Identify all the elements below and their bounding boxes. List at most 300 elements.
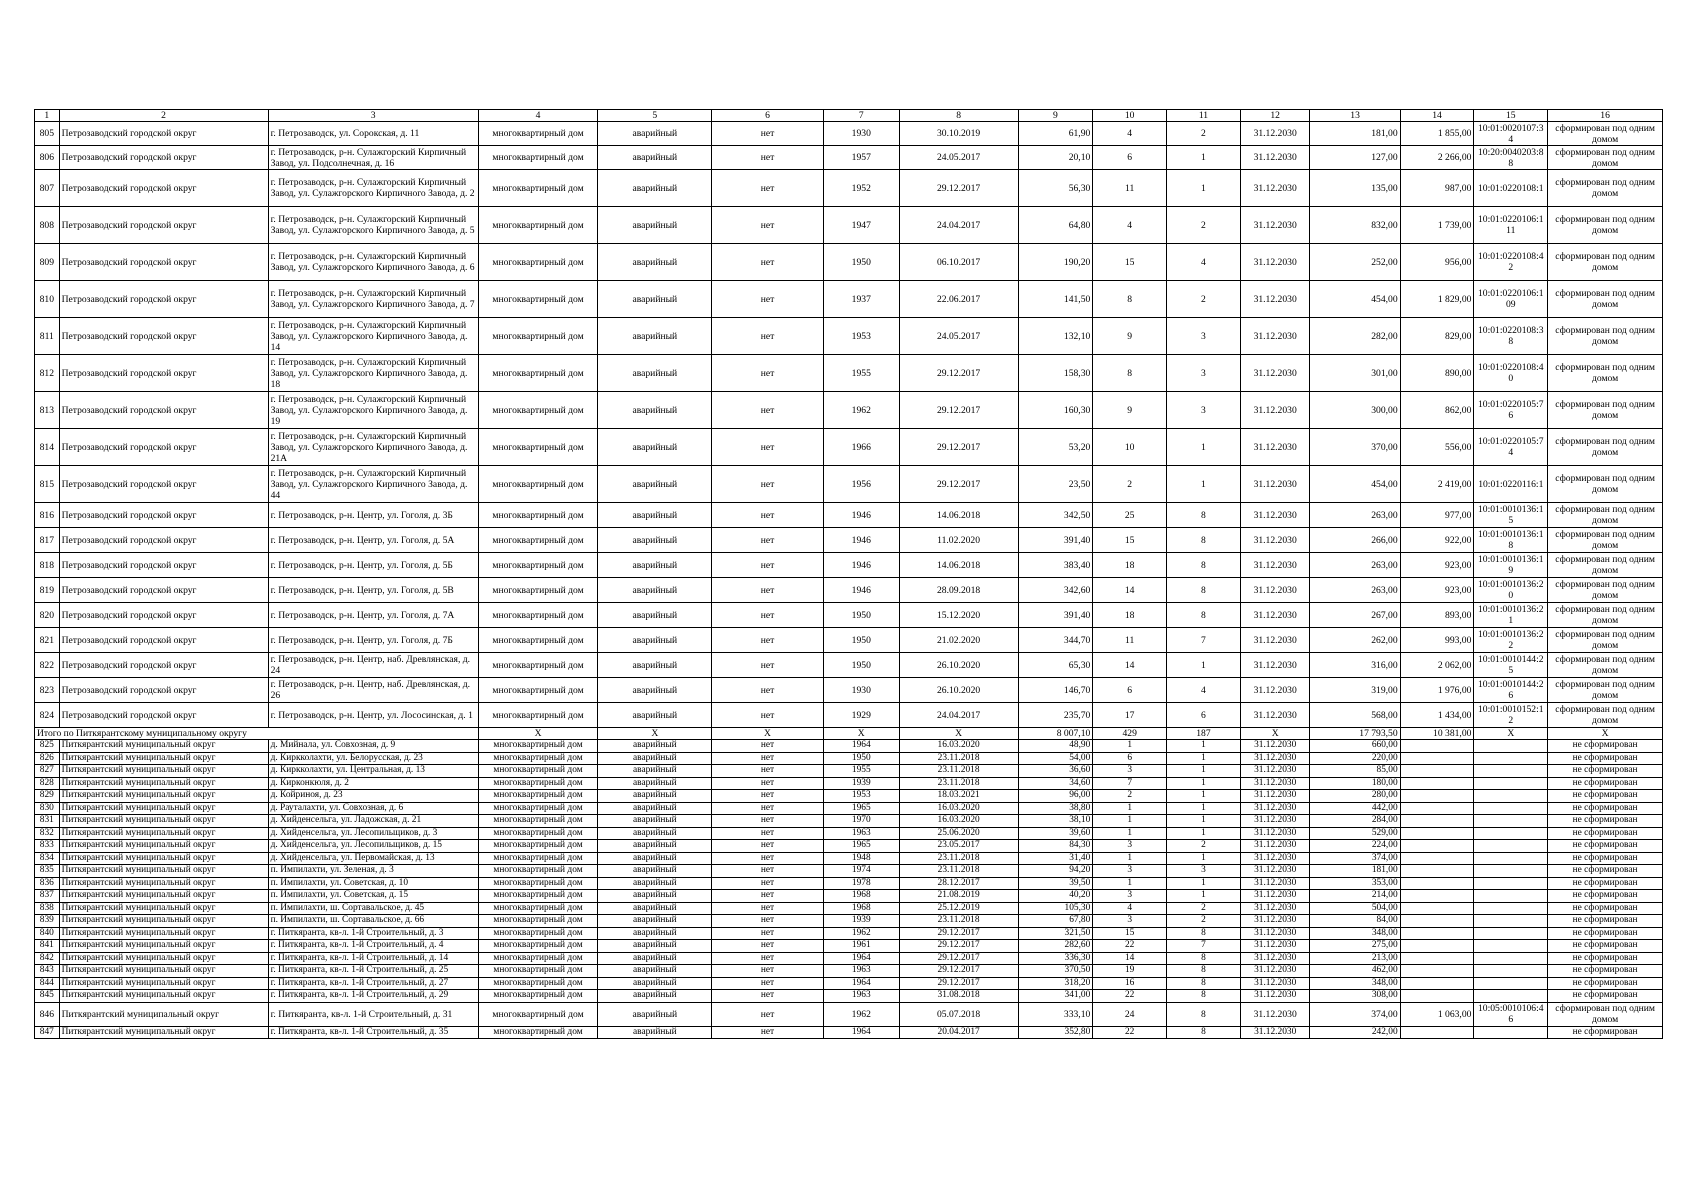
cell-apartments: 7 [1167,940,1241,953]
cell-land-area: 987,00 [1400,170,1474,207]
table-row [35,146,1663,170]
cell-deadline: 31.12.2030 [1240,965,1310,978]
cell-condition: аварийный [598,940,712,953]
cell-year: 1930 [823,122,899,146]
cell-residents: 4 [1093,122,1167,146]
cell-land-status: сформирован под одним домом [1548,170,1663,207]
cell-num: 837 [35,890,60,903]
cell-address: г. Питкяранта, кв-л. 1-й Строительный, д. 29 [268,990,478,1003]
cell-area: 105,30 [1018,902,1093,915]
cell-date: 15.12.2020 [899,603,1018,628]
cell-municipality: Петрозаводский городской округ [59,603,268,628]
cell-address: д. Хийденсельга, ул. Ладожская, д. 21 [268,815,478,828]
table-row [35,827,1663,840]
cell-building-type: многоквартирный дом [478,122,598,146]
table-row [35,244,1663,281]
cell-deadline: 31.12.2030 [1240,628,1310,653]
cell-num: 834 [35,852,60,865]
cell-cadastral-number: 10:01:0220108:38 [1474,318,1548,355]
cell-condition: аварийный [598,890,712,903]
table-row [35,815,1663,828]
table-row [35,578,1663,603]
cell-land-area: 14 [1400,110,1474,122]
cell-condition: аварийный [598,915,712,928]
cell-land-area: 993,00 [1400,628,1474,653]
cell-municipality: Питкярантский муниципальный округ [59,865,268,878]
table-row [35,653,1663,678]
table-row [35,355,1663,392]
cell-date: 29.12.2017 [899,355,1018,392]
cell-address: г. Питкяранта, кв-л. 1-й Строительный, д. 14 [268,952,478,965]
cell-address: г. Петрозаводск, р-н. Сулажгорский Кирпичный Завод, ул. Сулажгорского Кирпичного Завода, д. 2 [268,170,478,207]
cell-flag: нет [712,852,824,865]
cell-condition: аварийный [598,1002,712,1026]
cell-year: 1950 [823,244,899,281]
cell-land-status: не сформирован [1548,827,1663,840]
cell-deadline: 31.12.2030 [1240,1026,1310,1039]
cell-num: 815 [35,466,60,503]
cell-cadastral-number [1474,765,1548,778]
cell-land-status: не сформирован [1548,915,1663,928]
cell-year: 1946 [823,578,899,603]
cell-cadastral-number: 10:01:0220108:1 [1474,170,1548,207]
cell-apartments: 7 [1167,628,1241,653]
cell-area: 64,80 [1018,207,1093,244]
cell-cadastral-number: 10:01:0220106:109 [1474,281,1548,318]
table-row [35,466,1663,503]
cell-residents: 15 [1093,927,1167,940]
cell-deadline: 31.12.2030 [1240,802,1310,815]
cell-land-area: 1 829,00 [1400,281,1474,318]
table-row [35,429,1663,466]
cell-address: д. Киркколахти, ул. Центральная, д. 13 [268,765,478,778]
cell-area: 190,20 [1018,244,1093,281]
cell-apartments: 1 [1167,877,1241,890]
cell-year: 1955 [823,765,899,778]
cell-residents: 25 [1093,503,1167,528]
cell-area: 20,10 [1018,146,1093,170]
table-row [35,528,1663,553]
cell-land-area: 829,00 [1400,318,1474,355]
cell-cost: 301,00 [1310,355,1400,392]
cell-area: 9 [1018,110,1093,122]
cell-building-type: многоквартирный дом [478,553,598,578]
cell-condition: аварийный [598,990,712,1003]
cell-building-type: многоквартирный дом [478,429,598,466]
cell-cadastral-number: 10:01:0220106:111 [1474,207,1548,244]
cell-flag: нет [712,653,824,678]
cell-building-type: многоквартирный дом [478,952,598,965]
cell-cost: 442,00 [1310,802,1400,815]
cell-land-area: 1 976,00 [1400,678,1474,703]
cell-cadastral-number: X [1474,728,1548,740]
cell-flag: нет [712,678,824,703]
cell-cost: 266,00 [1310,528,1400,553]
cell-date: 23.11.2018 [899,852,1018,865]
cell-cadastral-number: 10:01:0010136:20 [1474,578,1548,603]
cell-land-status: не сформирован [1548,877,1663,890]
cell-cadastral-number: 10:01:0220105:74 [1474,429,1548,466]
cell-num: 819 [35,578,60,603]
cell-flag: нет [712,318,824,355]
table-row [35,965,1663,978]
cell-building-type: многоквартирный дом [478,902,598,915]
cell-land-status: сформирован под одним домом [1548,429,1663,466]
cell-address: г. Петрозаводск, р-н. Центр, ул. Лососинская, д. 1 [268,703,478,728]
table-row [35,865,1663,878]
cell-flag: X [712,728,824,740]
table-row [35,318,1663,355]
cell-land-status: не сформирован [1548,927,1663,940]
cell-deadline: 31.12.2030 [1240,765,1310,778]
cell-land-area [1400,1026,1474,1039]
cell-address: г. Петрозаводск, р-н. Сулажгорский Кирпичный Завод, ул. Сулажгорского Кирпичного Завода, д. 19 [268,392,478,429]
cell-area: 54,00 [1018,752,1093,765]
cell-num: 843 [35,965,60,978]
cell-year: 1939 [823,777,899,790]
cell-municipality: Петрозаводский городской округ [59,429,268,466]
cell-num: 809 [35,244,60,281]
cell-condition: аварийный [598,902,712,915]
cell-date: 16.03.2020 [899,802,1018,815]
cell-land-area: 2 266,00 [1400,146,1474,170]
cell-deadline: 31.12.2030 [1240,653,1310,678]
cell-year: 1978 [823,877,899,890]
cell-condition: аварийный [598,852,712,865]
cell-condition: аварийный [598,752,712,765]
cell-cost: 262,00 [1310,628,1400,653]
cell-land-area: 922,00 [1400,528,1474,553]
cell-residents: 10 [1093,429,1167,466]
cell-year: 1957 [823,146,899,170]
cell-residents: 4 [1093,207,1167,244]
cell-cadastral-number: 10:20:0040203:88 [1474,146,1548,170]
cell-area: 146,70 [1018,678,1093,703]
cell-condition: аварийный [598,678,712,703]
cell-area: 40,20 [1018,890,1093,903]
cell-address: г. Питкяранта, кв-л. 1-й Строительный, д. 3 [268,927,478,940]
cell-deadline: 31.12.2030 [1240,146,1310,170]
cell-deadline: 31.12.2030 [1240,503,1310,528]
cell-municipality: Петрозаводский городской округ [59,466,268,503]
cell-year: 1946 [823,553,899,578]
table-row [35,765,1663,778]
cell-land-area [1400,852,1474,865]
cell-deadline: 31.12.2030 [1240,827,1310,840]
cell-municipality: Петрозаводский городской округ [59,207,268,244]
cell-year: 1963 [823,990,899,1003]
cell-cost: 135,00 [1310,170,1400,207]
cell-cadastral-number [1474,827,1548,840]
cell-address: п. Импилахти, ул. Советская, д. 10 [268,877,478,890]
cell-cost: 275,00 [1310,940,1400,953]
cell-cadastral-number: 10:01:0010144:26 [1474,678,1548,703]
cell-year: 1947 [823,207,899,244]
cell-condition: аварийный [598,1026,712,1039]
cell-building-type: многоквартирный дом [478,877,598,890]
table-row [35,1002,1663,1026]
cell-area: 96,00 [1018,790,1093,803]
cell-residents: 15 [1093,528,1167,553]
cell-condition: аварийный [598,802,712,815]
cell-apartments: 8 [1167,965,1241,978]
cell-cadastral-number [1474,890,1548,903]
cell-land-area: 862,00 [1400,392,1474,429]
cell-apartments: 1 [1167,429,1241,466]
cell-area: 341,00 [1018,990,1093,1003]
cell-building-type: многоквартирный дом [478,990,598,1003]
cell-num: 811 [35,318,60,355]
cell-land-area [1400,877,1474,890]
cell-flag: нет [712,777,824,790]
cell-deadline: 12 [1240,110,1310,122]
cell-deadline: 31.12.2030 [1240,122,1310,146]
cell-flag: нет [712,207,824,244]
cell-condition: аварийный [598,840,712,853]
cell-date: 05.07.2018 [899,1002,1018,1026]
cell-land-status: не сформирован [1548,777,1663,790]
cell-flag: нет [712,865,824,878]
cell-cadastral-number: 10:01:0010152:12 [1474,703,1548,728]
cell-condition: аварийный [598,392,712,429]
cell-municipality: Петрозаводский городской округ [59,146,268,170]
cell-year: 1950 [823,752,899,765]
cell-area: 336,30 [1018,952,1093,965]
cell-building-type: многоквартирный дом [478,765,598,778]
cell-area: 160,30 [1018,392,1093,429]
cell-condition: 5 [598,110,712,122]
cell-condition: аварийный [598,965,712,978]
cell-cost: 316,00 [1310,653,1400,678]
cell-date: 29.12.2017 [899,429,1018,466]
cell-flag: нет [712,902,824,915]
cell-residents: 14 [1093,653,1167,678]
cell-land-area [1400,890,1474,903]
cell-address: г. Петрозаводск, р-н. Сулажгорский Кирпичный Завод, ул. Сулажгорского Кирпичного Завода, д. 5 [268,207,478,244]
cell-area: 370,50 [1018,965,1093,978]
cell-num: 1 [35,110,60,122]
cell-deadline: 31.12.2030 [1240,865,1310,878]
cell-cadastral-number: 10:01:0220105:76 [1474,392,1548,429]
cell-address: п. Импилахти, ул. Советская, д. 15 [268,890,478,903]
cell-num: 835 [35,865,60,878]
cell-building-type: многоквартирный дом [478,207,598,244]
cell-flag: нет [712,603,824,628]
cell-cadastral-number [1474,752,1548,765]
cell-cost: 353,00 [1310,877,1400,890]
cell-land-area [1400,802,1474,815]
cell-cadastral-number: 10:01:0010136:18 [1474,528,1548,553]
cell-building-type: многоквартирный дом [478,578,598,603]
cell-residents: 1 [1093,815,1167,828]
cell-deadline: 31.12.2030 [1240,852,1310,865]
table-row [35,977,1663,990]
cell-land-status: сформирован под одним домом [1548,466,1663,503]
cell-address: 3 [268,110,478,122]
cell-municipality: Питкярантский муниципальный округ [59,877,268,890]
cell-deadline: 31.12.2030 [1240,977,1310,990]
cell-cost: 213,00 [1310,952,1400,965]
cell-municipality: Петрозаводский городской округ [59,503,268,528]
cell-date: 16.03.2020 [899,740,1018,753]
table-row [35,1026,1663,1039]
cell-land-area: 893,00 [1400,603,1474,628]
cell-date: 14.06.2018 [899,553,1018,578]
cell-flag: нет [712,703,824,728]
cell-residents: 19 [1093,965,1167,978]
cell-address: г. Петрозаводск, р-н. Центр, ул. Гоголя, д. 5В [268,578,478,603]
cell-land-area: 923,00 [1400,578,1474,603]
cell-area: 235,70 [1018,703,1093,728]
cell-condition: аварийный [598,578,712,603]
cell-land-status: не сформирован [1548,902,1663,915]
table-row [35,902,1663,915]
cell-address: г. Питкяранта, кв-л. 1-й Строительный, д. 25 [268,965,478,978]
cell-land-area: 1 434,00 [1400,703,1474,728]
cell-apartments: 1 [1167,765,1241,778]
cell-cadastral-number: 10:01:0010144:25 [1474,653,1548,678]
cell-building-type: 4 [478,110,598,122]
cell-municipality: Петрозаводский городской округ [59,653,268,678]
table-row [35,122,1663,146]
cell-year: 1950 [823,603,899,628]
cell-residents: 15 [1093,244,1167,281]
cell-flag: нет [712,890,824,903]
cell-area: 391,40 [1018,528,1093,553]
table-row [35,777,1663,790]
cell-year: 1952 [823,170,899,207]
cell-land-area [1400,790,1474,803]
cell-land-area: 956,00 [1400,244,1474,281]
cell-apartments: 1 [1167,752,1241,765]
cell-building-type: многоквартирный дом [478,503,598,528]
cell-building-type: многоквартирный дом [478,840,598,853]
cell-residents: 6 [1093,146,1167,170]
cell-apartments: 8 [1167,927,1241,940]
cell-cost: 504,00 [1310,902,1400,915]
cell-date: 24.05.2017 [899,146,1018,170]
cell-apartments: 4 [1167,678,1241,703]
cell-residents: 18 [1093,603,1167,628]
table-row [35,890,1663,903]
cell-area: 383,40 [1018,553,1093,578]
cell-num: 840 [35,927,60,940]
cell-cadastral-number [1474,815,1548,828]
cell-land-status: не сформирован [1548,802,1663,815]
cell-residents: 14 [1093,952,1167,965]
cell-apartments: 8 [1167,578,1241,603]
cell-year: 1953 [823,318,899,355]
cell-residents: 6 [1093,752,1167,765]
cell-land-status: сформирован под одним домом [1548,528,1663,553]
cell-year: 1966 [823,429,899,466]
cell-cost: 127,00 [1310,146,1400,170]
cell-date: 18.03.2021 [899,790,1018,803]
cell-municipality: Питкярантский муниципальный округ [59,852,268,865]
cell-residents: 2 [1093,790,1167,803]
cell-flag: нет [712,927,824,940]
cell-num: 822 [35,653,60,678]
cell-area: 342,50 [1018,503,1093,528]
cell-apartments: 11 [1167,110,1241,122]
cell-deadline: 31.12.2030 [1240,170,1310,207]
cell-municipality: Питкярантский муниципальный округ [59,915,268,928]
cell-date: X [899,728,1018,740]
cell-residents: 3 [1093,890,1167,903]
cell-area: 39,50 [1018,877,1093,890]
cell-building-type: многоквартирный дом [478,146,598,170]
cell-apartments: 1 [1167,466,1241,503]
cell-num: 846 [35,1002,60,1026]
cell-cost: 370,00 [1310,429,1400,466]
cell-flag: нет [712,392,824,429]
cell-land-status: не сформирован [1548,990,1663,1003]
cell-land-status: не сформирован [1548,790,1663,803]
cell-building-type: многоквартирный дом [478,915,598,928]
cell-num: 821 [35,628,60,653]
cell-address: п. Импилахти, ш. Сортавальское, д. 45 [268,902,478,915]
cell-residents: 22 [1093,990,1167,1003]
cell-flag: нет [712,977,824,990]
cell-deadline: 31.12.2030 [1240,752,1310,765]
cell-residents: 8 [1093,281,1167,318]
cell-apartments: 8 [1167,952,1241,965]
cell-municipality: Петрозаводский городской округ [59,122,268,146]
cell-building-type: многоквартирный дом [478,603,598,628]
cell-residents: 10 [1093,110,1167,122]
cell-apartments: 2 [1167,902,1241,915]
cell-land-status: не сформирован [1548,965,1663,978]
cell-num: 847 [35,1026,60,1039]
cell-cadastral-number [1474,952,1548,965]
housing-register-table [34,109,1663,1039]
cell-apartments: 8 [1167,977,1241,990]
cell-apartments: 1 [1167,827,1241,840]
cell-residents: 3 [1093,865,1167,878]
cell-condition: аварийный [598,765,712,778]
cell-apartments: 2 [1167,281,1241,318]
cell-cadastral-number: 15 [1474,110,1548,122]
cell-area: 23,50 [1018,466,1093,503]
cell-flag: нет [712,990,824,1003]
cell-building-type: многоквартирный дом [478,1002,598,1026]
cell-cadastral-number: 10:01:0010136:19 [1474,553,1548,578]
cell-land-area [1400,915,1474,928]
cell-address: д. Хийденсельга, ул. Лесопильщиков, д. 3 [268,827,478,840]
table-row [35,170,1663,207]
cell-deadline: 31.12.2030 [1240,915,1310,928]
cell-num: 836 [35,877,60,890]
cell-area: 94,20 [1018,865,1093,878]
cell-residents: 4 [1093,902,1167,915]
cell-building-type: многоквартирный дом [478,678,598,703]
cell-condition: аварийный [598,170,712,207]
cell-residents: 1 [1093,877,1167,890]
cell-cost: 529,00 [1310,827,1400,840]
cell-date: 11.02.2020 [899,528,1018,553]
cell-apartments: 187 [1167,728,1241,740]
cell-deadline: 31.12.2030 [1240,777,1310,790]
cell-flag: нет [712,765,824,778]
cell-flag: нет [712,355,824,392]
cell-residents: 14 [1093,578,1167,603]
cell-cadastral-number [1474,902,1548,915]
cell-building-type: X [478,728,598,740]
cell-building-type: многоквартирный дом [478,802,598,815]
cell-condition: аварийный [598,777,712,790]
cell-land-area: 2 419,00 [1400,466,1474,503]
cell-condition: аварийный [598,429,712,466]
